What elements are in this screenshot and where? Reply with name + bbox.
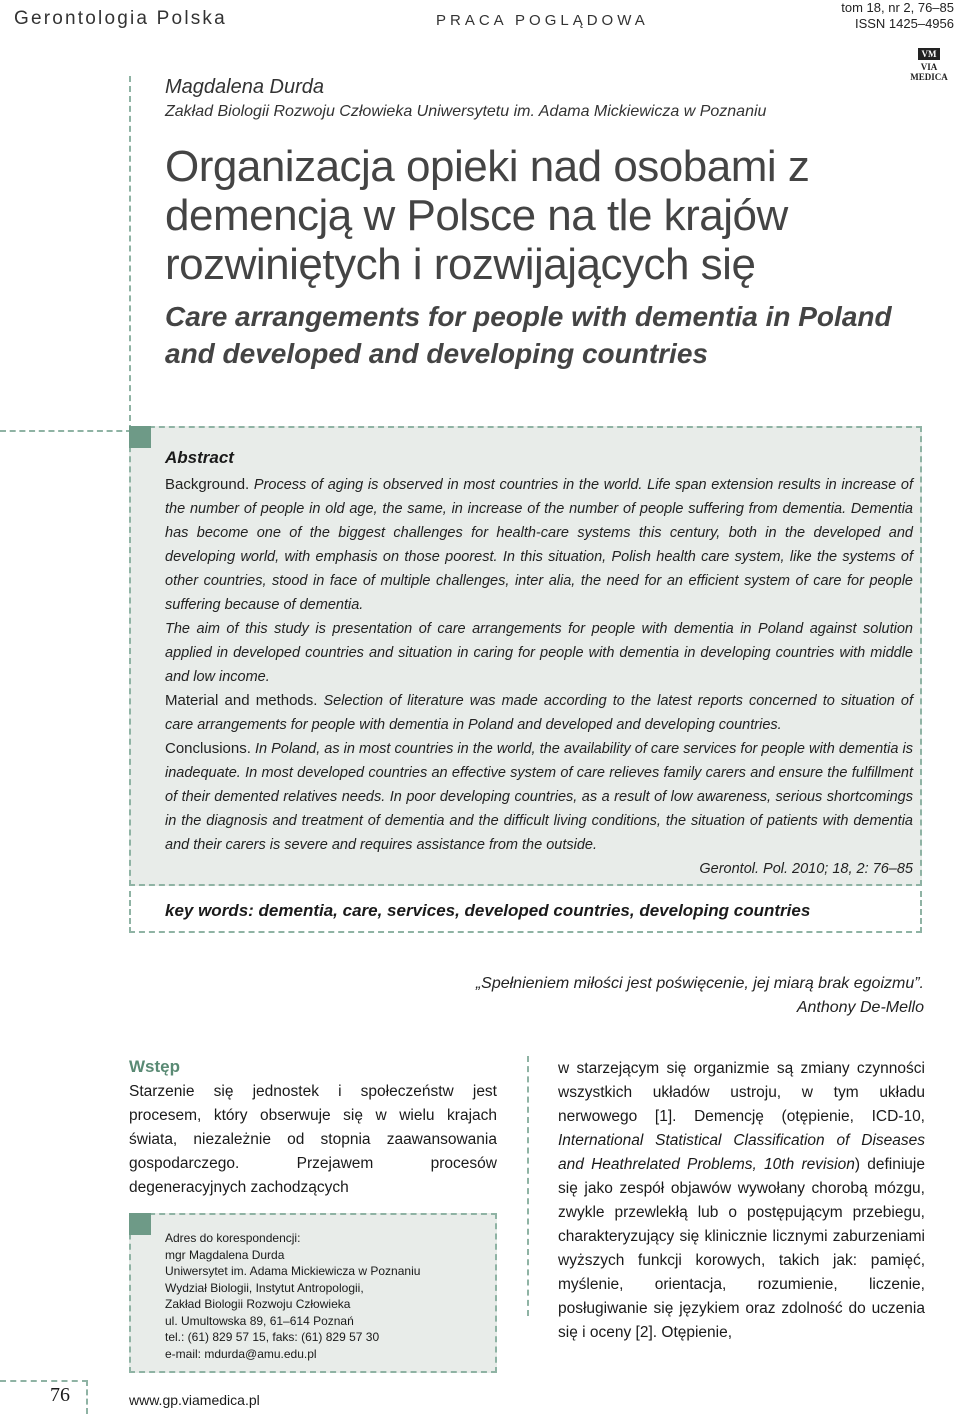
epigraph <box>476 972 924 1020</box>
page-number: 76 <box>50 1384 70 1406</box>
correspondence-address <box>165 1230 485 1362</box>
col2-text-1: w starzejącym się organizmie są zmiany czynności wszystkich układów ustroju, w tym układu nerwowego [1]. Demencję (otępienie, ICD-10, <box>558 1060 925 1125</box>
background-label: Background. <box>165 476 250 493</box>
address-line: Uniwersytet im. Adama Mickiewicza w Poznaniu <box>165 1264 421 1278</box>
abstract-heading: Abstract <box>165 448 234 467</box>
logo-text: VIA MEDICA <box>910 62 948 82</box>
journal-name: Gerontologia Polska <box>14 8 227 29</box>
epigraph-author: Anthony De-Mello <box>796 999 924 1016</box>
issn: ISSN 1425–4956 <box>854 16 954 31</box>
author-name: Magdalena Durda <box>165 76 324 98</box>
col2-text-2: ) definiuje się jako zespół objawów wywołany chorobą mózgu, zwykle przewlekłą lub o postępującym przebiegu, charakteryzujący się klinicznie licznymi zaburzeniami wyższych funkcji korowych, takich jak: pamięć, myślenie, orientacja, rozumienie, liczenie, posługiwanie się językiem oraz zdolność do uczenia się i oceny [2]. Otępienie, <box>558 1156 925 1341</box>
footer-url[interactable]: www.gp.viamedica.pl <box>129 1392 260 1408</box>
volume-number: tom 18, nr 2, 76–85 <box>841 0 954 15</box>
citation: Gerontol. Pol. 2010; 18, 2: 76–85 <box>699 861 913 877</box>
abstract-aim: The aim of this study is presentation of care arrangements for people with dementia in Poland against solution applied in developed countries and situation in caring for people with dementia in developing countries with middle and low income. <box>165 621 913 685</box>
correspondence-corner-marker <box>129 1213 151 1235</box>
methods-label: Material and methods. <box>165 692 318 709</box>
via-medica-logo <box>902 44 956 82</box>
article-type: PRACA POGLĄDOWA <box>436 12 649 29</box>
title-english: Care arrangements for people with dementia in Poland and developed and developing countries <box>165 301 892 369</box>
conclusions-text: In Poland, as in most countries in the world, the availability of care services for people with dementia is inadequate. In most developed countries an effective system of care relieves family carers and ensure the fulfillment of their demented relatives needs. In poor developing countries, as a result of low awareness, serious shortcomings in the diagnosis and treatment of dementia and the difficult living conditions, the situation of patients with dementia and their carers is severe and requires assistance from the outside. <box>165 741 913 853</box>
intro-column-1: Starzenie się jednostek i społeczeństw jest procesem, który obserwuje się w wielu krajach świata, niezależnie od stopnia zaawansowania gospodarczego. Przejawem procesów degeneracyjnych zachodzących <box>129 1083 497 1196</box>
abstract-background <box>165 473 913 617</box>
col2-italic-text: International Statistical Classification of Diseases and Heathrelated Problems, 10th revision <box>558 1132 925 1173</box>
address-line: tel.: (61) 829 57 15, faks: (61) 829 57 30 <box>165 1330 380 1344</box>
keywords: key words: dementia, care, services, developed countries, developing countries <box>165 901 811 920</box>
vertical-guide-line <box>129 76 131 431</box>
intro-heading: Wstęp <box>129 1057 180 1076</box>
address-line: mgr Magdalena Durda <box>165 1247 285 1262</box>
abstract-methods <box>165 689 913 737</box>
abstract-body <box>165 473 913 881</box>
title-polish: Organizacja opieki nad osobami z demencją w Polsce na tle krajów rozwiniętych i rozwijających się <box>165 142 810 289</box>
volume-info <box>841 0 954 32</box>
abstract-conclusions <box>165 737 913 857</box>
page-number-box <box>0 1380 88 1414</box>
address-line: e-mail: mdurda@amu.edu.pl <box>165 1346 317 1361</box>
background-text: Process of aging is observed in most countries in the world. Life span extension results in increase of the number of people in old age, the same, in increase of the number of people suffering from dementia. Dementia has become one of the biggest challenges for health-care systems this century, both in the developed and developing world, with emphasis on those poorest. In this situation, Polish health care system, like the systems of other countries, stood in face of multiple challenges, inter alia, the need for an efficient system of care for people suffering because of dementia. <box>165 477 913 613</box>
address-line: Wydział Biologii, Instytut Antropologii, <box>165 1280 364 1295</box>
conclusions-label: Conclusions. <box>165 740 251 757</box>
address-line: ul. Umultowska 89, 61–614 Poznań <box>165 1313 354 1328</box>
column-divider <box>527 1056 529 1316</box>
epigraph-quote: „Spełnieniem miłości jest poświęcenie, jej miarą brak egoizmu”. <box>475 975 924 992</box>
logo-mark: VM <box>918 48 940 60</box>
intro-column-2 <box>558 1057 925 1345</box>
abstract-corner-marker <box>129 426 151 448</box>
address-line: Adres do korespondencji: <box>165 1231 301 1245</box>
methods-text: Selection of literature was made according to the latest reports concerned to situation of care arrangements for people with dementia in Poland and developed and developing countries. <box>165 693 913 733</box>
horizontal-guide-line <box>0 430 132 432</box>
author-affiliation: Zakład Biologii Rozwoju Człowieka Uniwersytetu im. Adama Mickiewicza w Poznaniu <box>165 103 767 120</box>
address-line: Zakład Biologii Rozwoju Człowieka <box>165 1297 351 1311</box>
